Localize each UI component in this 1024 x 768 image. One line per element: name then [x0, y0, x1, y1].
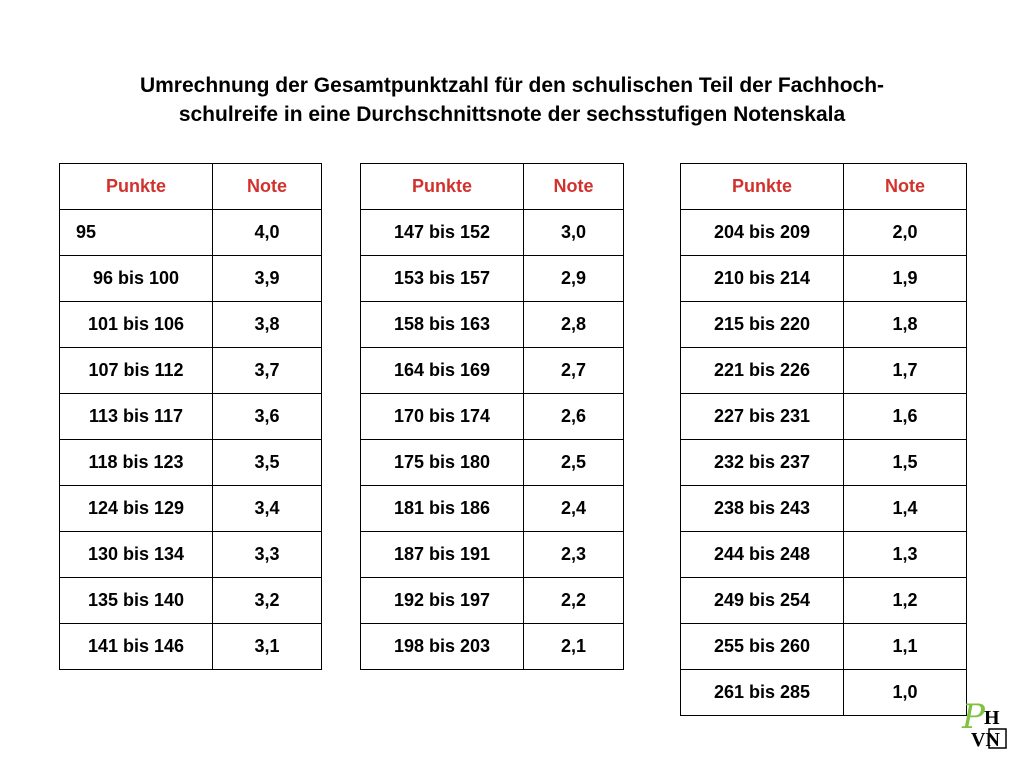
grade-cell: 2,9: [524, 256, 624, 302]
points-cell: 210 bis 214: [681, 256, 844, 302]
grade-cell: 3,1: [213, 624, 322, 670]
points-cell: 227 bis 231: [681, 394, 844, 440]
table-row: [60, 532, 322, 578]
grade-cell: 3,9: [213, 256, 322, 302]
grade-cell: 1,2: [844, 578, 967, 624]
header-grade: Note: [844, 164, 967, 210]
grade-cell: 3,6: [213, 394, 322, 440]
points-cell: 101 bis 106: [60, 302, 213, 348]
grade-cell: 2,7: [524, 348, 624, 394]
table-row: [681, 578, 967, 624]
logo-letter-h: H: [984, 707, 1000, 729]
table-row: [60, 210, 322, 256]
points-cell: 198 bis 203: [361, 624, 524, 670]
grade-cell: 2,5: [524, 440, 624, 486]
table-row: [361, 210, 624, 256]
table-row: [681, 624, 967, 670]
grade-table-1: [59, 163, 322, 670]
grade-cell: 2,8: [524, 302, 624, 348]
table-row: [361, 440, 624, 486]
grade-cell: 1,5: [844, 440, 967, 486]
logo-graphic: [960, 700, 1010, 750]
points-cell: 249 bis 254: [681, 578, 844, 624]
points-cell: 118 bis 123: [60, 440, 213, 486]
table-row: [361, 256, 624, 302]
points-cell: 192 bis 197: [361, 578, 524, 624]
table-row: [60, 440, 322, 486]
grade-cell: 1,7: [844, 348, 967, 394]
points-cell: 158 bis 163: [361, 302, 524, 348]
table-row: [60, 348, 322, 394]
table-row: [60, 486, 322, 532]
points-cell: 147 bis 152: [361, 210, 524, 256]
points-cell: 113 bis 117: [60, 394, 213, 440]
header-points: Punkte: [60, 164, 213, 210]
points-cell: 221 bis 226: [681, 348, 844, 394]
header-grade: Note: [524, 164, 624, 210]
points-cell: 215 bis 220: [681, 302, 844, 348]
table-header-row: [361, 164, 624, 210]
logo-script-letter: P: [962, 700, 985, 737]
header-grade: Note: [213, 164, 322, 210]
points-cell: 107 bis 112: [60, 348, 213, 394]
points-cell: 135 bis 140: [60, 578, 213, 624]
table-row: [361, 394, 624, 440]
points-cell: 244 bis 248: [681, 532, 844, 578]
grade-cell: 1,0: [844, 670, 967, 716]
points-cell: 255 bis 260: [681, 624, 844, 670]
table-row: [681, 532, 967, 578]
grade-cell: 2,6: [524, 394, 624, 440]
table-row: [681, 256, 967, 302]
grade-cell: 2,3: [524, 532, 624, 578]
grade-cell: 3,2: [213, 578, 322, 624]
grade-cell: 3,0: [524, 210, 624, 256]
title-line-1: Umrechnung der Gesamtpunktzahl für den schulischen Teil der Fachhoch-: [139, 74, 885, 97]
table-row: [361, 532, 624, 578]
table-row: [60, 578, 322, 624]
table-row: [681, 348, 967, 394]
points-cell: 238 bis 243: [681, 486, 844, 532]
grade-cell: 3,5: [213, 440, 322, 486]
grade-cell: 1,6: [844, 394, 967, 440]
header-points: Punkte: [361, 164, 524, 210]
points-cell: 175 bis 180: [361, 440, 524, 486]
table-row: [361, 624, 624, 670]
grade-cell: 3,8: [213, 302, 322, 348]
table-row: [681, 440, 967, 486]
grade-cell: 1,3: [844, 532, 967, 578]
points-cell: 232 bis 237: [681, 440, 844, 486]
grade-cell: 3,4: [213, 486, 322, 532]
grade-table-2: [360, 163, 624, 670]
grade-cell: 1,1: [844, 624, 967, 670]
points-cell: 164 bis 169: [361, 348, 524, 394]
points-cell: 153 bis 157: [361, 256, 524, 302]
hvn-logo: [960, 700, 1010, 750]
table-row: [60, 256, 322, 302]
table-row: [361, 578, 624, 624]
header-points: Punkte: [681, 164, 844, 210]
points-cell: 181 bis 186: [361, 486, 524, 532]
table-row: [681, 302, 967, 348]
logo-letters-vn: VN: [971, 729, 1000, 750]
table-row: [60, 394, 322, 440]
points-cell: 95: [60, 210, 213, 256]
grade-cell: 1,9: [844, 256, 967, 302]
table-row: [681, 486, 967, 532]
grade-cell: 2,2: [524, 578, 624, 624]
table-row: [361, 302, 624, 348]
table-header-row: [681, 164, 967, 210]
points-cell: 141 bis 146: [60, 624, 213, 670]
grade-cell: 4,0: [213, 210, 322, 256]
points-cell: 170 bis 174: [361, 394, 524, 440]
points-cell: 124 bis 129: [60, 486, 213, 532]
page-title: [0, 71, 1024, 129]
points-cell: 187 bis 191: [361, 532, 524, 578]
grade-cell: 2,0: [844, 210, 967, 256]
table-row: [361, 348, 624, 394]
table-row: [681, 394, 967, 440]
grade-cell: 2,1: [524, 624, 624, 670]
points-cell: 204 bis 209: [681, 210, 844, 256]
grade-cell: 1,8: [844, 302, 967, 348]
table-row: [681, 210, 967, 256]
table-row: [361, 486, 624, 532]
grade-cell: 3,3: [213, 532, 322, 578]
grade-cell: 3,7: [213, 348, 322, 394]
points-cell: 261 bis 285: [681, 670, 844, 716]
points-cell: 130 bis 134: [60, 532, 213, 578]
table-header-row: [60, 164, 322, 210]
table-row: [681, 670, 967, 716]
grade-cell: 2,4: [524, 486, 624, 532]
points-cell: 96 bis 100: [60, 256, 213, 302]
table-row: [60, 302, 322, 348]
grade-table-3: [680, 163, 967, 716]
table-row: [60, 624, 322, 670]
grade-cell: 1,4: [844, 486, 967, 532]
title-line-2: schulreife in eine Durchschnittsnote der sechsstufigen Notenskala: [178, 103, 846, 126]
